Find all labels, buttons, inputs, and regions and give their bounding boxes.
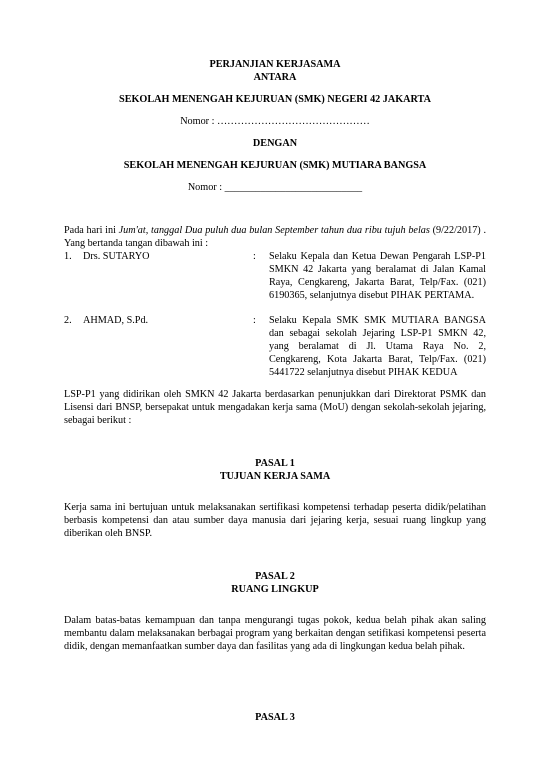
party-colon: : [253,251,256,262]
party-name: Drs. SUTARYO [83,251,150,262]
preamble-paragraph: LSP-P1 yang didirikan oleh SMKN 42 Jakarta berdasarkan penunjukkan dari Direktorat PSMK dan Lisensi dari BNSP, bersepakat untuk mengadakan kerja sama (MoU) dengan sekolah-sekolah jejaring, sebagai berikut : [64,389,486,426]
first-nomor: Nomor : ……………………………………… [180,116,370,127]
pasal-number: PASAL 2 [255,571,295,582]
pasal-3-section [64,711,486,724]
intro-suffix: (9/22/2017) . Yang bertanda tangan dibawah ini : [64,225,486,249]
pasal-number: PASAL 3 [255,712,295,723]
intro-prefix: Pada hari ini [64,225,119,236]
first-school-name: SEKOLAH MENENGAH KEJURUAN (SMK) NEGERI 42 JAKARTA [119,94,431,105]
document-header [64,58,486,106]
pasal-1-section [64,457,486,540]
pasal-body: Dalam batas-batas kemampuan dan tanpa mengurangi tugas pokok, kedua belah pihak akan saling membantu dalam melaksanakan berbagai program yang berkaitan dengan setifikasi kompetensi peserta didik, dengan memanfaatkan sumber daya dan fasilitas yang ada di lingkungan kedua belah pihak. [64,615,486,652]
party-row [64,250,486,302]
party-name: AHMAD, S.Pd. [83,315,149,326]
pasal-2-section [64,570,486,653]
pasal-body: Kerja sama ini bertujuan untuk melaksanakan sertifikasi kompetensi terhadap peserta didik/pelatihan berbasis kompetensi dan atau sumber daya manusia dari jejaring kerja, sesuai ruang lingkup yang diberikan oleh BNSP. [64,502,486,539]
party-number: 1. [64,251,72,262]
dengan-label: DENGAN [252,138,298,149]
pasal-title: TUJUAN KERJA SAMA [219,471,331,482]
parties-table [64,250,486,379]
party-description: Selaku Kepala dan Ketua Dewan Pengarah LSP-P1 SMKN 42 Jakarta yang beralamat di Jalan Kamal Raya, Cengkareng, Jakarta Barat, Telp/Fax. (021) 6190365, selanjutnya disebut PIHAK PERTAMA. [269,251,486,301]
intro-date-words: Jum'at, tanggal Dua puluh dua bulan September tahun dua ribu tujuh belas [118,225,430,236]
agreement-title: PERJANJIAN KERJASAMA [209,59,341,70]
second-nomor: Nomor : ___________________________ [187,182,363,193]
antara-label: ANTARA [253,72,297,83]
party-row [64,314,486,379]
second-school-name: SEKOLAH MENENGAH KEJURUAN (SMK) MUTIARA BANGSA [123,160,427,171]
intro-paragraph [64,224,486,250]
pasal-number: PASAL 1 [255,458,295,469]
party-description: Selaku Kepala SMK SMK MUTIARA BANGSA dan sebagai sekolah Jejaring LSP-P1 SMKN 42, yang beralamat di Jl. Utama Raya No. 2, Cengkareng, Kota Jakarta Barat, Telp/Fax. (021) 5441722 selanjutnya disebut PIHAK KEDUA [269,315,486,378]
party-number: 2. [64,315,72,326]
pasal-title: RUANG LINGKUP [231,584,319,595]
party-colon: : [253,315,256,326]
